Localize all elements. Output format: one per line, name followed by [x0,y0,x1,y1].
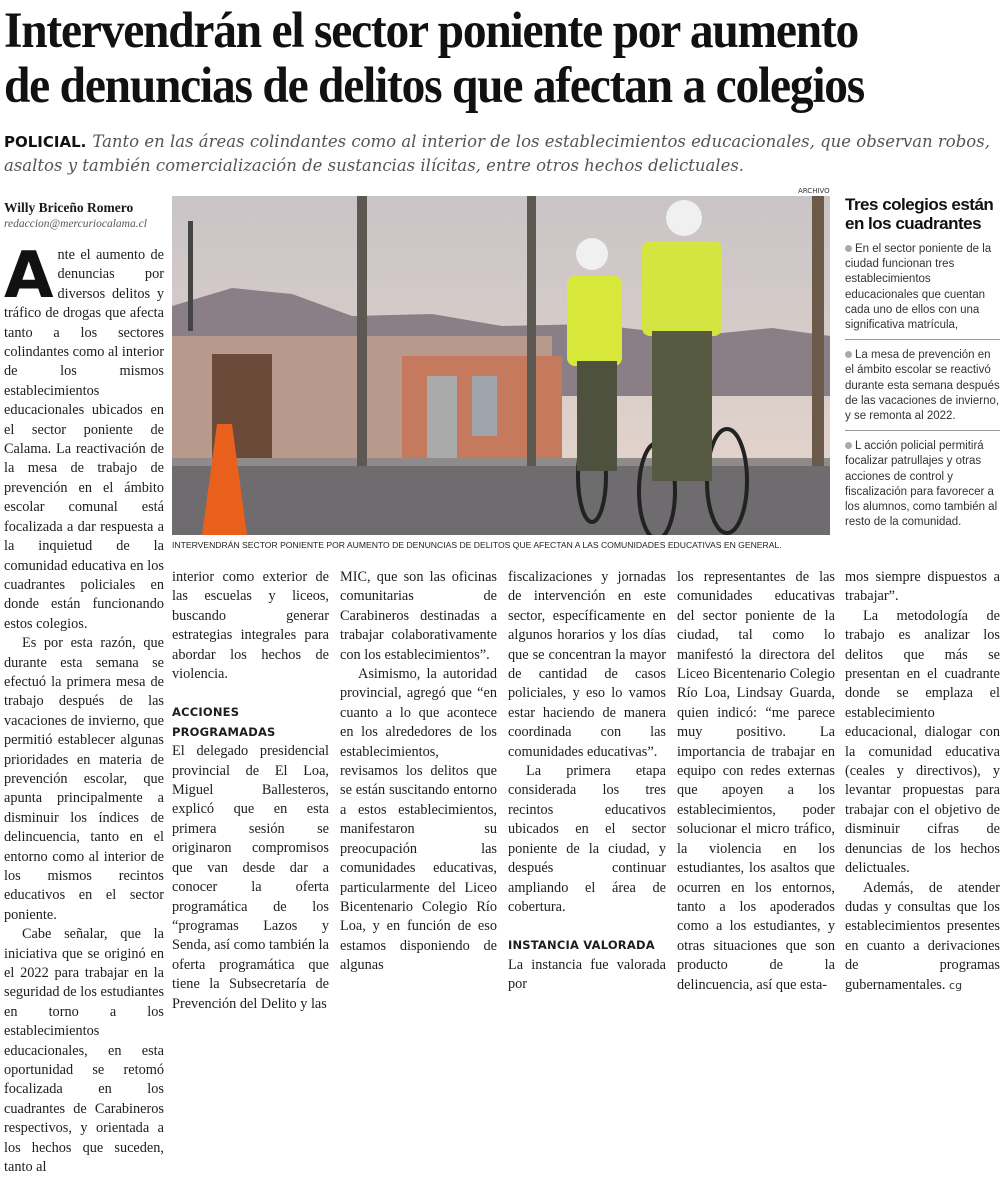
sidebar-box [845,195,1000,536]
headline-line-1: Intervendrán el sector poniente por aumento [4,3,858,59]
paragraph: El delegado presidencial provincial de El Loa, Miguel Ballesteros, explicó que en esta primera sesión se originaron compromisos que van desde dar a conocer la oferta programática de los “programas Lazos y Senda, así como también la oferta programática que tiene la Subsecretaría de Prevención del Delito y las [172,743,329,1012]
sidebar-item [845,436,1000,536]
paragraph: mos siempre dispuestos a trabajar”. [845,569,1000,605]
sidebar-item [845,345,1000,431]
subheading: INSTANCIA VALORADA [508,938,655,953]
paragraph: Cabe señalar, que la iniciativa que se originó en el 2022 para trabajar en la seguridad de los estudiantes en torno a los establecimientos educacionales, en esta oportunidad se retomó focalizada en los cuadrantes de Carabineros respectivos, y orientada a los hechos que suceden, tanto al [4,926,165,1176]
paragraph-text: Además, de atender dudas y consultas que los establecimientos presentes en cuanto a derivaciones de programas gubernamentales. [845,879,1000,993]
paragraph: nte el aumento de denuncias por diversos delitos y tráfico de drogas que afecta tanto a los sectores colindantes como al interior de los mismos establecimientos educacionales ubicados en el sector poniente de Calama. La reactivación de la mesa de trabajo de prevención en el ámbito escolar comunal está focalizada a dar respuesta a la inquietud de la comunidad educativa en los cuadrantes policiales en donde están funcionando estos colegios. [4,247,164,632]
body-column-1 [4,239,165,1178]
deck-text: Tanto en las áreas colindantes como al interior de los establecimientos educacionales, que observan robos, asaltos y también comercialización de sustancias ilícitas, entre otros hechos delictuales. [4,132,990,175]
end-mark-icon: cg [949,978,963,992]
body-column-2 [172,568,329,1014]
paragraph: Es por esta razón, que durante esta semana se efectuó la primera mesa de trabajo después de las vacaciones de invierno, que permitió establecer algunas prioridades en materia de prevención escolar, que apunta principalmente a disminuir los índices de delincuencia, tanto en el entorno como al interior de los mismos recintos educativos en el sector poniente. [4,635,164,923]
paragraph: los representantes de las comunidades educativas del sector poniente de la ciudad, tal como lo manifestó la directora del Liceo Bicentenario Colegio Río Loa, Lindsay Guarda, quien indicó: “me parece muy positivo. La importancia de trabajar en equipo con redes externas que apoyen a los establecimientos, poder solucionar el micro tráfico, la violencia en los estudiantes, los asaltos que ocurren en los entornos, tanto a los apoderados como a los estudiantes, y otras situaciones que son producto de la delincuencia, así que esta- [677,569,836,993]
paragraph: La primera etapa considerada los tres recintos educativos ubicados en el sector poniente de la ciudad, y después continuar ampliando el área de cobertura. [508,763,666,915]
body-column-5 [677,568,835,995]
body-column-6 [845,568,1000,995]
bullet-icon [845,351,852,358]
paragraph: fiscalizaciones y jornadas de intervención en este sector, específicamente en algunos horarios y los días que se concentran la mayor de cantidad de casos policiales, y eso lo vamos estar haciendo de manera coordinada con las comunidades educativas”. [508,569,666,760]
author-name: Willy Briceño Romero [4,200,134,215]
body-column-3 [340,568,497,976]
body-column-4 [508,568,666,995]
sidebar-item-text: La mesa de prevención en el ámbito escolar se reactivó durante esta semana después de las vacaciones de invierno, y se remonta al 2022. [845,349,1000,423]
subheading: ACCIONES PROGRAMADAS [172,705,276,739]
sidebar-title: Tres colegios están en los cuadrantes [845,195,994,233]
paragraph: La instancia fue valorada por [508,956,666,993]
sidebar-item-text: L acción policial permitirá focalizar patrullajes y otras acciones de control y fiscalización para favorecer a los alumnos, como también al resto de la comunidad. [845,440,998,529]
headline [4,4,1000,114]
paragraph: MIC, que son las oficinas comunitarias de Carabineros destinadas a trabajar colaborativamente con los establecimientos”. [340,569,497,663]
article-photo [172,196,830,535]
paragraph: interior como exterior de las escuelas y liceos, buscando generar estrategias integrales para abordar los hechos de violencia. [172,569,329,683]
paragraph [845,879,1000,995]
article-deck [4,130,996,177]
photo-police-cyclists [172,196,830,535]
section-kicker: POLICIAL. [4,133,87,151]
byline [4,200,169,232]
bullet-icon [845,245,852,252]
author-email[interactable]: redaccion@mercuriocalama.cl [4,218,147,230]
sidebar-item-text: En el sector poniente de la ciudad funcionan tres establecimientos educacionales que cuentan cada uno de ellos con una significativa matrícula, [845,243,992,332]
paragraph: La metodología de trabajo es analizar los delitos que más se presentan en el cuadrante donde se emplaza el establecimiento educacional, dialogar con la comunidad educativa (ceales y directivos), y levantar propuestas para trabajar con el objetivo de disminuir cifras de denuncias de los hechos delictuales. [845,607,1000,877]
paragraph: Asimismo, la autoridad provincial, agregó que “en cuanto a lo que acontece en los alrededores de los establecimientos, revisamos los delitos que se están suscitando entorno a estos establecimientos, manifestaron su preocupación las comunidades educativas, particularmente del Liceo Bicentenario Colegio Río Loa, y en función de eso estamos disponiendo de algunas [340,666,497,974]
drop-cap: A [4,239,54,313]
bullet-icon [845,442,852,449]
photo-caption: INTERVENDRÁN SECTOR PONIENTE POR AUMENTO DE DENUNCIAS DE DELITOS QUE AFECTAN A LAS COMUNIDADES EDUCATIVAS EN GENERAL. [172,540,782,550]
sidebar-item [845,239,1000,340]
photo-credit: ARCHIVO [798,187,830,195]
headline-line-2: de denuncias de delitos que afectan a colegios [4,58,865,114]
